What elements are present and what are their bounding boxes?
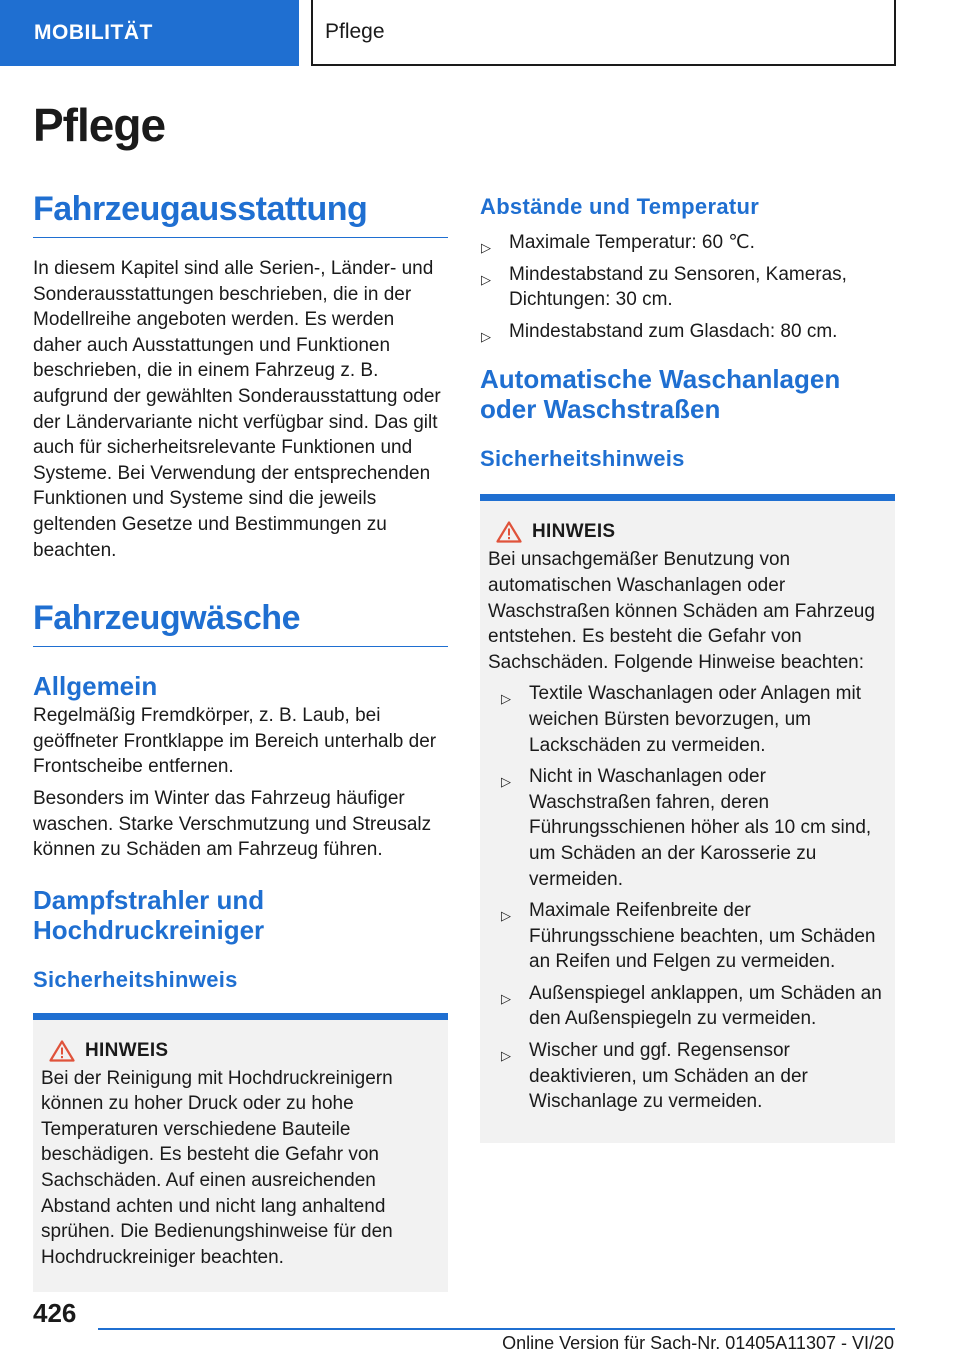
note-label: HINWEIS xyxy=(85,1039,169,1061)
paragraph-ausstattung: In diesem Kapitel sind alle Serien-, Länder- und Sonderausstattungen beschrieben, die in der Modellreihe angeboten werden. Es werden daher auch Ausstattungen und Funktionen beschrieben, die in einem Fahrzeug z. B. aufgrund der gewählten Sonderausstattung oder der Ländervariante nicht verfügbar sind. Das gilt auch für sicherheitsrelevante Funktionen und Systeme. Bei Verwendung der entsprechenden Funktionen und Systeme sind die jeweils geltenden Gesetze und Bestimmungen zu beachten. xyxy=(33,258,441,561)
left-column xyxy=(33,190,448,1292)
heading-sicherheitshinweis-left: Sicherheitshinweis xyxy=(33,966,238,992)
heading-fahrzeugausstattung: Fahrzeugausstattung xyxy=(33,190,448,238)
heading-abstaende: Abstände und Temperatur xyxy=(480,194,760,219)
list-item: ▷ Außenspiegel anklappen, um Schäden an den Außenspiegeln zu vermeiden. xyxy=(501,982,882,1030)
heading-allgemein: Allgemein xyxy=(33,671,158,702)
triangle-bullet-icon: ▷ xyxy=(501,908,511,924)
right-column xyxy=(480,190,895,1143)
list-item: ▷ Wischer und ggf. Regensensor deaktivieren, um Schäden an der Wischanlage zu vermeiden. xyxy=(501,1040,808,1113)
list-item: ▷ Textile Waschanlagen oder Anlagen mit weichen Bürsten bevorzugen, um Lackschäden zu vermeiden. xyxy=(501,683,861,756)
triangle-bullet-icon: ▷ xyxy=(501,691,511,707)
triangle-bullet-icon: ▷ xyxy=(501,1048,511,1064)
note-header xyxy=(496,521,887,543)
heading-automatische-waschanlagen: Automatische Waschanlagen oder Waschstraßen xyxy=(480,364,841,425)
note-box-hochdruck xyxy=(33,1013,448,1293)
heading-fahrzeugwaesche: Fahrzeugwäsche xyxy=(33,599,448,647)
heading-sicherheitshinweis-right: Sicherheitshinweis xyxy=(480,446,685,472)
warning-triangle-icon xyxy=(49,1040,75,1062)
list-item: ▷ Mindestabstand zum Glasdach: 80 cm. xyxy=(480,319,895,345)
footer-divider xyxy=(98,1328,895,1330)
page-number: 426 xyxy=(33,1298,77,1328)
section-title: Pflege xyxy=(325,20,385,43)
note-bullet-list xyxy=(500,681,887,1115)
paragraph-allgemein-1: Regelmäßig Fremdkörper, z. B. Laub, bei geöffneter Frontklappe im Bereich unterhalb der Frontscheibe entfernen. xyxy=(33,705,437,778)
triangle-bullet-icon: ▷ xyxy=(481,271,491,287)
section-header xyxy=(311,0,896,66)
chapter-title: MOBILITÄT xyxy=(34,21,153,44)
footer-online-version: Online Version für Sach-Nr. 01405A11307 - VI/20 xyxy=(502,1333,894,1353)
page-title: Pflege xyxy=(33,99,166,151)
triangle-bullet-icon: ▷ xyxy=(501,990,511,1006)
list-item: ▷ Mindestabstand zu Sensoren, Kameras, Dichtungen: 30 cm. xyxy=(481,263,847,311)
triangle-bullet-icon: ▷ xyxy=(501,774,511,790)
triangle-bullet-icon: ▷ xyxy=(481,240,491,255)
list-item: ▷ Maximale Reifenbreite der Führungsschiene beachten, um Schäden an Reifen und Felgen zu vermeiden. xyxy=(501,900,876,973)
note-box-waschanlagen xyxy=(480,494,895,1142)
chapter-tab[interactable] xyxy=(0,0,299,66)
note-text: Bei unsachgemäßer Benutzung von automatischen Waschanlagen oder Waschstraßen können Schäden am Fahrzeug entstehen. Es besteht die Gefahr von Sachschäden. Folgende Hinweise beachten: xyxy=(488,549,875,673)
paragraph-allgemein-2: Besonders im Winter das Fahrzeug häufiger waschen. Starke Verschmutzung und Streusalz können zu Schäden am Fahrzeug führen. xyxy=(33,787,432,861)
triangle-bullet-icon: ▷ xyxy=(481,328,491,344)
note-text: Bei der Reinigung mit Hochdruckreinigern können zu hoher Druck oder zu hohe Temperaturen verschiedene Bauteile beschädigen. Es besteht die Gefahr von Sachschäden. Auf einen ausreichenden Abstand achten und nicht lang anhaltend sprühen. Die Bedienungshinweise für den Hochdruckreiniger beachten. xyxy=(41,1067,393,1268)
note-label: HINWEIS xyxy=(532,521,616,543)
heading-dampfstrahler: Dampfstrahler und Hochdruckreiniger xyxy=(33,884,265,945)
note-header xyxy=(49,1040,440,1062)
warning-triangle-icon xyxy=(496,521,522,543)
list-item: ▷ Nicht in Waschanlagen oder Waschstraßen fahren, deren Führungsschienen höher als 10 cm sind, um Schäden an der Karosserie zu vermeiden. xyxy=(501,766,872,890)
list-item: ▷ Maximale Temperatur: 60 ℃. xyxy=(480,230,895,256)
bullet-list-abstaende xyxy=(480,230,895,344)
